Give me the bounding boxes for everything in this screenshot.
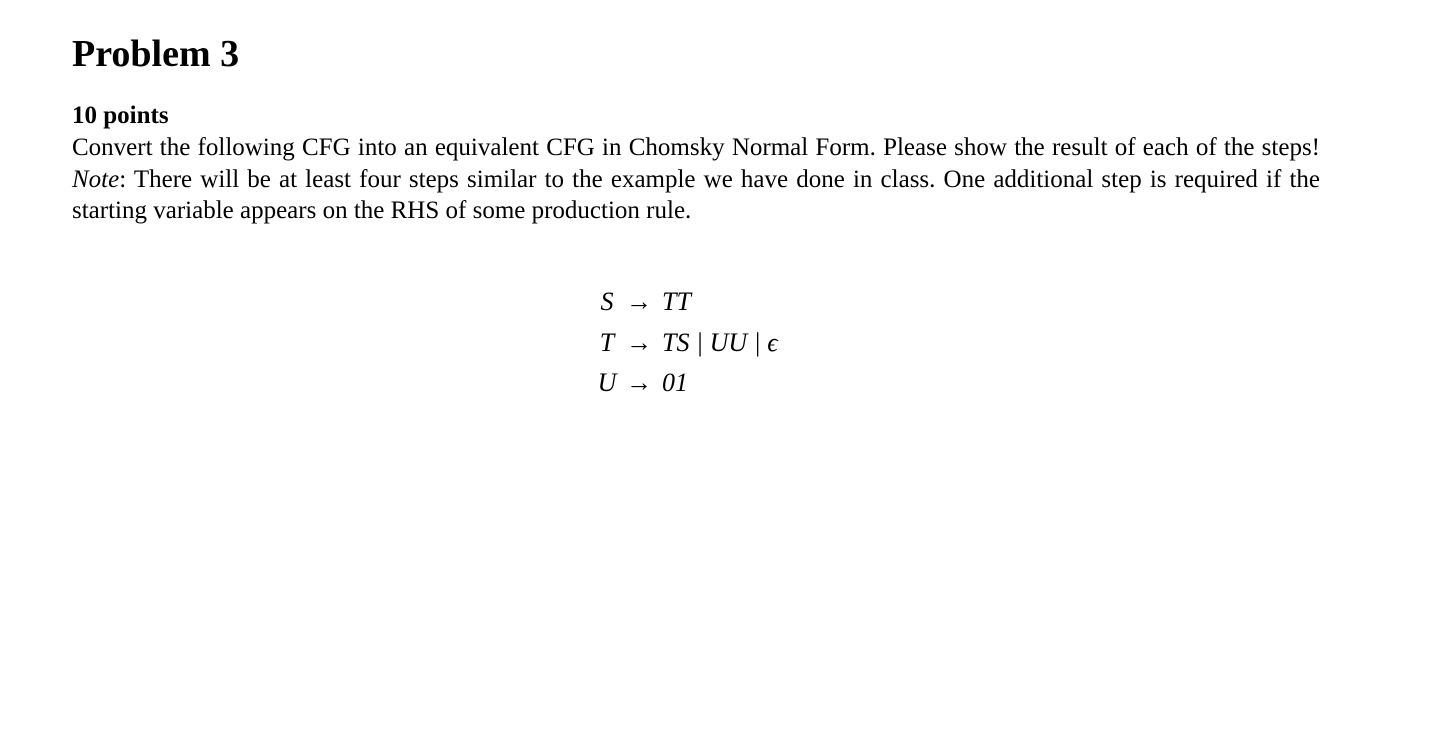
rule-rhs: TS | UU | ϵ <box>662 327 778 357</box>
rule-lhs: U <box>597 368 617 397</box>
statement-intro: Convert the following CFG into an equivalent CFG in Chomsky Normal Form. Please show the result of each of the steps! <box>72 134 1320 161</box>
grammar-rule-s <box>596 282 778 323</box>
rule-lhs: T <box>599 327 615 357</box>
problem-statement <box>72 132 1320 227</box>
grammar-rule-u <box>596 363 778 404</box>
rule-rhs: TT <box>662 287 691 316</box>
problem-title: Problem 3 <box>72 33 240 75</box>
statement-note: : There will be at least four steps similar to the example we have done in class. One additional step is required if the starting variable appears on the RHS of some production rule. <box>72 165 1320 224</box>
arrow-icon: → <box>626 368 652 397</box>
arrow-icon: → <box>626 287 652 316</box>
note-label: Note <box>72 165 120 193</box>
arrow-icon: → <box>626 327 652 357</box>
points-label: 10 points <box>72 102 169 129</box>
rule-lhs: S <box>600 287 614 316</box>
rule-rhs: 01 <box>662 368 688 397</box>
grammar-rule-t <box>596 323 778 364</box>
grammar-rules <box>596 282 778 404</box>
